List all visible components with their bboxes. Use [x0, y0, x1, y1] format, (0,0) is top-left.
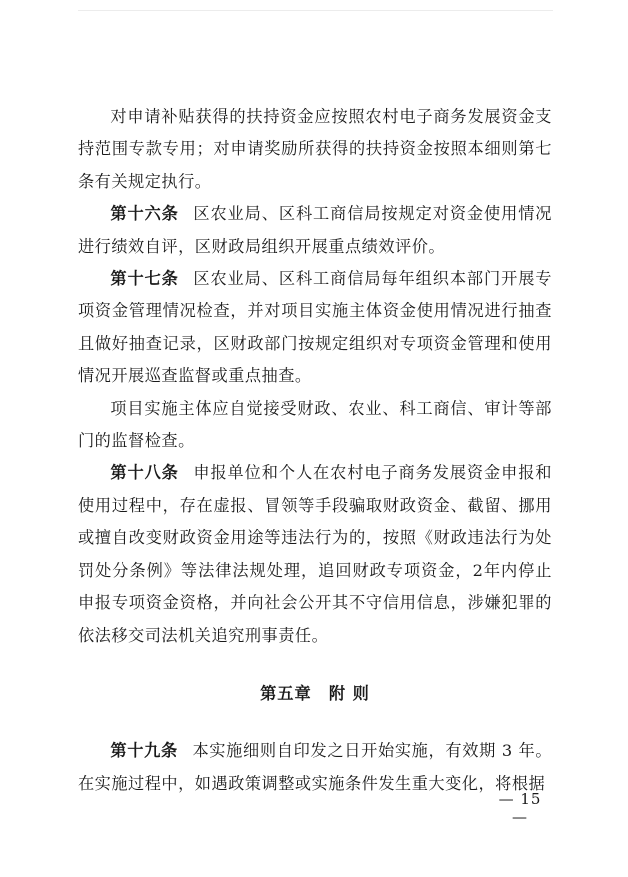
article-17-number: 第十七条 [110, 269, 179, 289]
article-19-text: 本实施细则自印发之日开始实施，有效期 3 年。在实施过程中，如遇政策调整或实施条件发生重大变化，将根据 [78, 741, 553, 793]
paragraph-funding-usage: 对申请补贴获得的扶持资金应按照农村电子商务发展资金支持范围专款专用；对申请奖励所获得的扶持资金按照本细则第七条有关规定执行。 [78, 107, 552, 191]
article-18-text: 申报单位和个人在农村电子商务发展资金申报和使用过程中，存在虚报、冒领等手段骗取财政资金、截留、挪用或擅自改变财政资金用途等违法行为的，按照《财政违法行为处罚处分条例》等法律法规处理，追回财政专项资金，2年内停止申报专项资金资格，并向社会公开其不守信用信息，涉嫌犯罪的依法移交司法机关追究刑事责任。 [78, 463, 552, 645]
article-18 [78, 457, 552, 651]
chapter-heading: 第五章 附 则 [260, 683, 370, 703]
article-17 [78, 263, 552, 393]
top-divider [78, 10, 553, 11]
page-number: — 15 — [498, 790, 542, 826]
article-16-text: 区农业局、区科工商信局按规定对资金使用情况进行绩效自评，区财政局组织开展重点绩效评价。 [78, 204, 552, 256]
article-19 [78, 735, 552, 800]
document-body [78, 101, 552, 800]
article-19-number: 第十九条 [110, 741, 178, 761]
article-18-number: 第十八条 [110, 463, 179, 483]
article-17-text: 区农业局、区科工商信局每年组织本部门开展专项资金管理情况检查，并对项目实施主体资金使用情况进行抽查且做好抽查记录，区财政部门按规定组织对专项资金管理和使用情况开展巡查监督或重点抽查。 [78, 269, 552, 386]
article-16 [78, 198, 552, 263]
article-16-number: 第十六条 [110, 204, 179, 224]
paragraph-supervision: 项目实施主体应自觉接受财政、农业、科工商信、审计等部门的监督检查。 [78, 398, 552, 451]
